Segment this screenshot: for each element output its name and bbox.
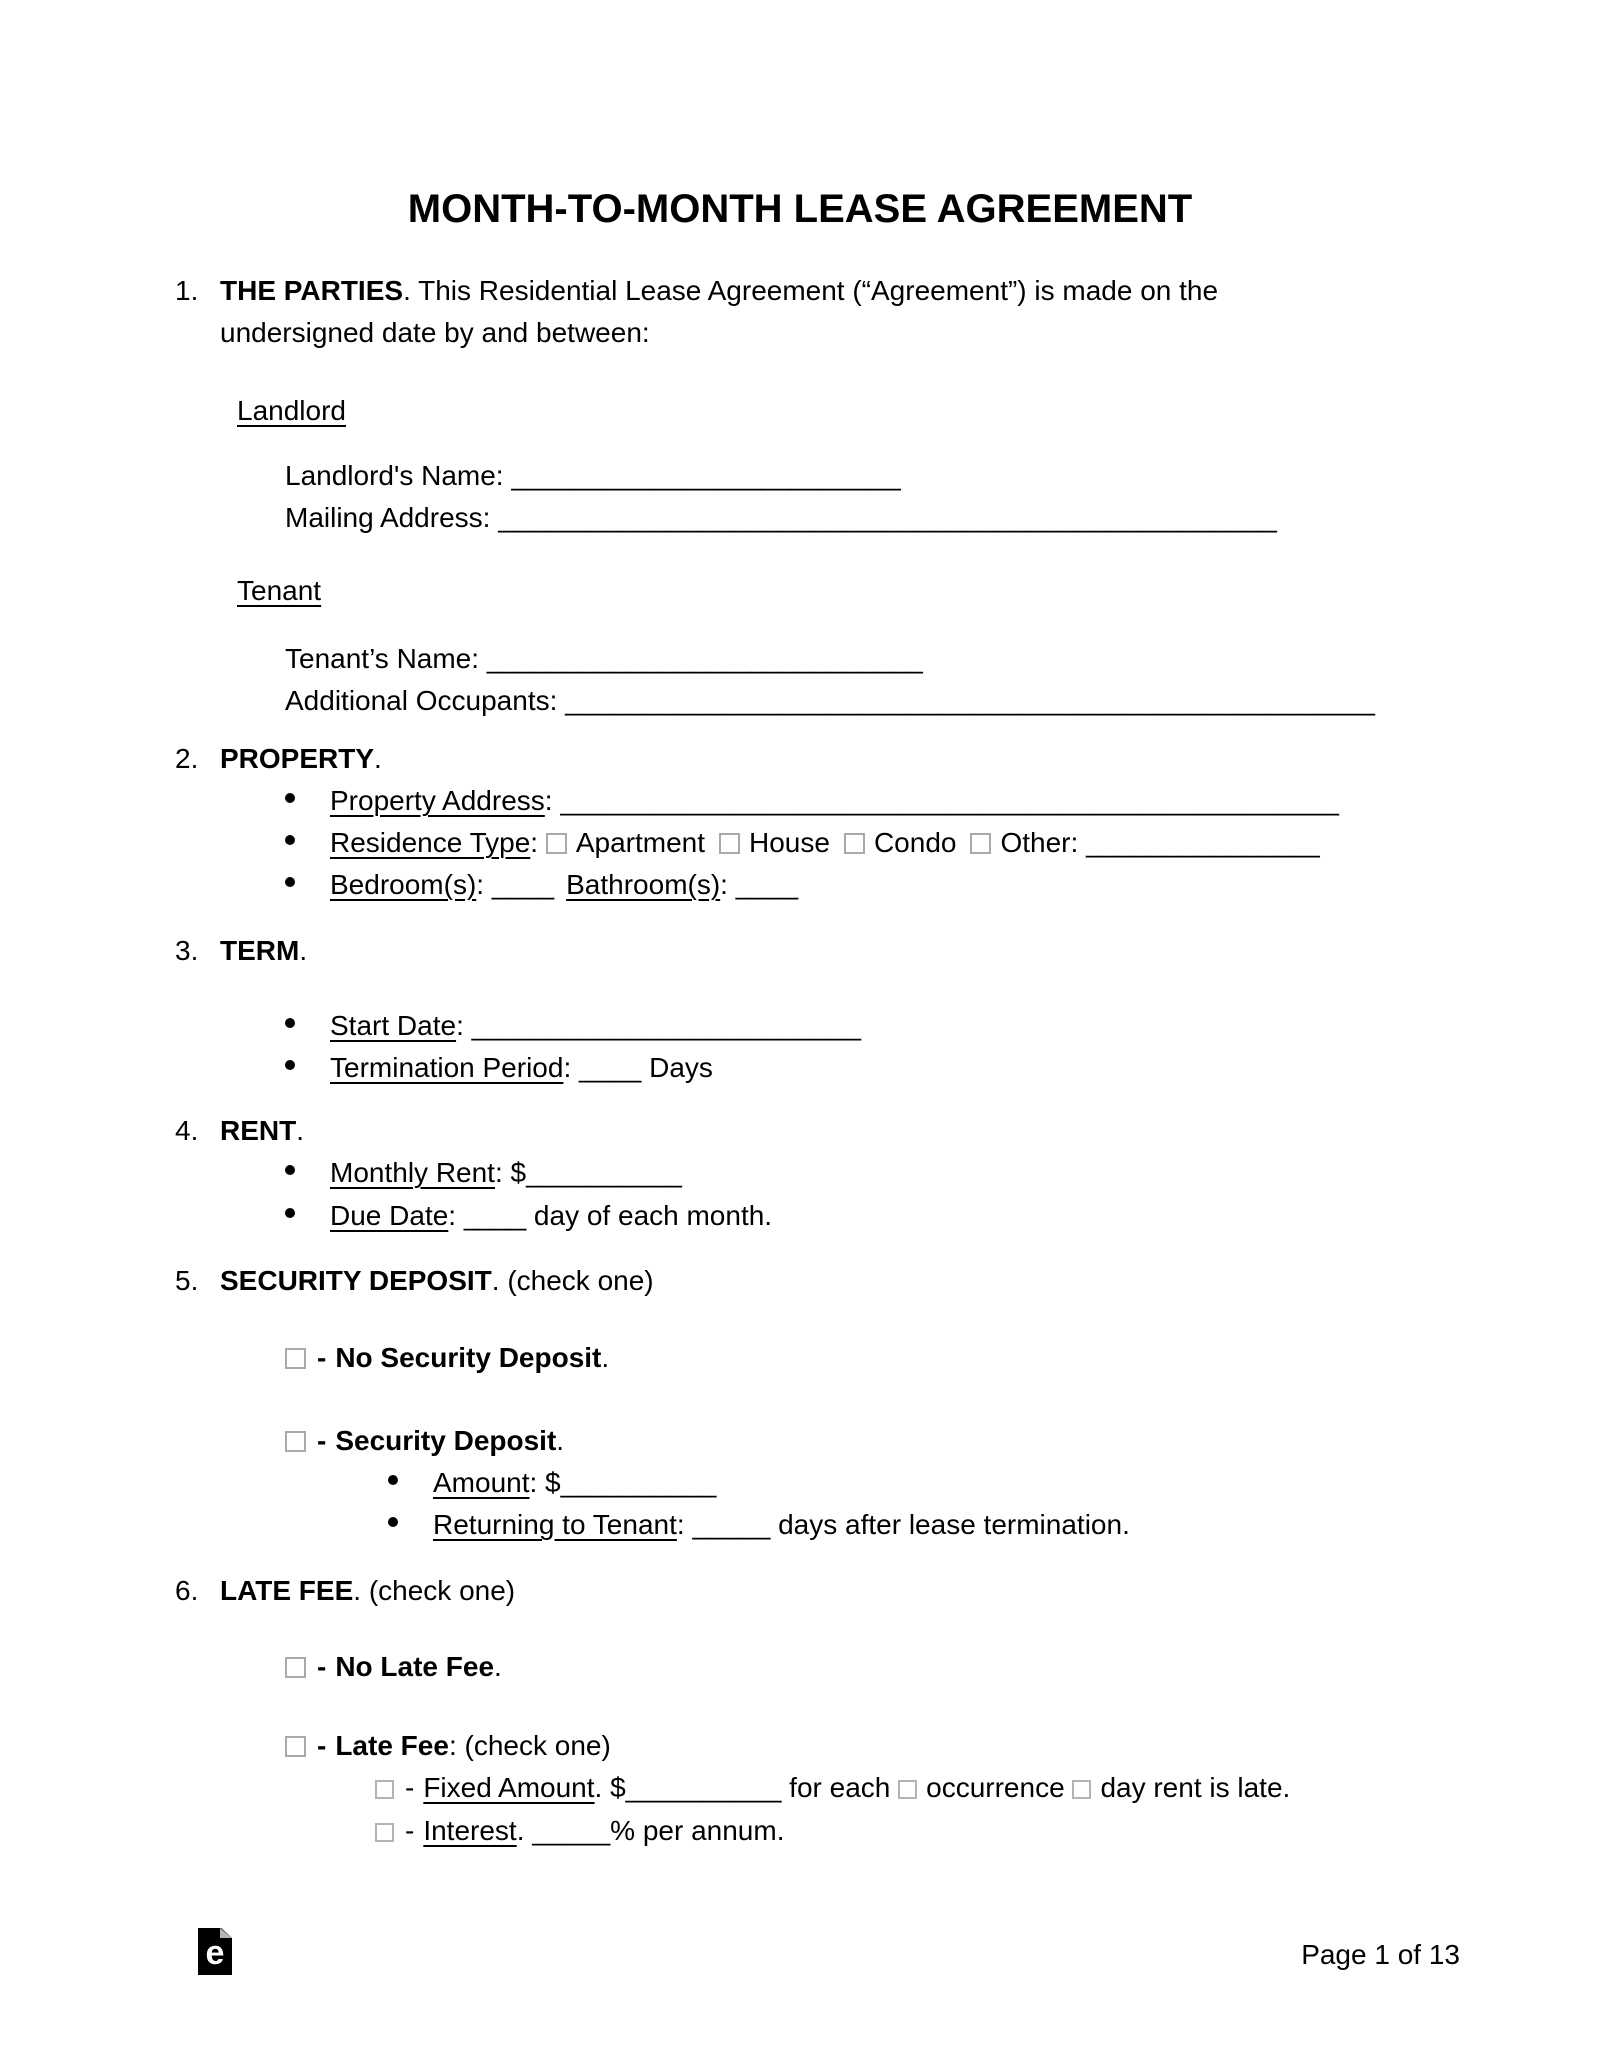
bullet-icon xyxy=(285,1165,295,1175)
bullet-icon xyxy=(285,1018,295,1028)
tenant-subheading xyxy=(237,574,321,607)
landlord-name-line xyxy=(285,459,901,492)
other-blank[interactable]: _______________ xyxy=(1086,827,1320,858)
termination-period-sep: : xyxy=(563,1052,580,1083)
dash: - xyxy=(405,1815,415,1846)
returning-to-tenant-label: Returning to Tenant xyxy=(433,1509,677,1540)
security-deposit-label: Security Deposit xyxy=(335,1425,557,1456)
bullet-col xyxy=(285,1199,330,1232)
fixed-amount-label: Fixed Amount xyxy=(423,1772,595,1803)
bullet-icon xyxy=(285,1060,295,1070)
tenant-name-blank[interactable]: ____________________________ xyxy=(486,643,923,674)
section-security-deposit-suffix: . (check one) xyxy=(491,1265,654,1296)
landlord-name-label: Landlord's Name: xyxy=(285,460,504,491)
late-fee-line xyxy=(285,1729,611,1762)
section-rent-suffix: . xyxy=(296,1115,305,1146)
monthly-rent-blank[interactable]: __________ xyxy=(526,1157,682,1188)
page-number: Page 1 of 13 xyxy=(1301,1939,1460,1970)
dash: - xyxy=(317,1651,327,1682)
no-security-deposit-line xyxy=(285,1341,609,1374)
section-term-heading xyxy=(175,934,307,967)
start-date-sep: : xyxy=(456,1010,472,1041)
additional-occupants-blank[interactable]: ____________________________________________________ xyxy=(565,685,1375,716)
no-security-deposit-label: No Security Deposit xyxy=(335,1342,602,1373)
section-property-heading xyxy=(175,742,382,775)
returning-to-tenant-blank[interactable]: _____ xyxy=(692,1509,771,1540)
section-parties-number: 1. xyxy=(175,275,199,306)
interest-label: Interest xyxy=(423,1815,517,1846)
bullet-col xyxy=(285,1156,330,1189)
section-rent-heading xyxy=(175,1114,304,1147)
fixed-amount-line xyxy=(375,1771,1290,1804)
dash: - xyxy=(317,1342,327,1373)
due-date-blank[interactable]: ____ xyxy=(463,1200,527,1231)
parties-intro-line2: undersigned date by and between: xyxy=(220,317,650,348)
termination-period-blank[interactable]: ____ xyxy=(579,1052,642,1083)
bullet-icon xyxy=(285,877,295,887)
interest-blank[interactable]: _____ xyxy=(532,1815,611,1846)
eforms-logo-letter: e xyxy=(205,1934,225,1972)
day-rent-late-label: day rent is late. xyxy=(1100,1772,1291,1803)
section-term-suffix: . xyxy=(299,935,308,966)
interest-suffix: % per annum. xyxy=(610,1815,785,1846)
checkbox-other[interactable] xyxy=(970,833,991,854)
bedroom-blank[interactable]: ____ xyxy=(491,869,555,900)
bedroom-bathroom-line xyxy=(285,868,798,901)
option-condo-label: Condo xyxy=(873,827,957,858)
bullet-icon xyxy=(285,835,295,845)
monthly-rent-label: Monthly Rent xyxy=(330,1157,495,1188)
deposit-amount-label: Amount xyxy=(433,1467,530,1498)
dash: - xyxy=(317,1425,327,1456)
late-fee-label: Late Fee xyxy=(335,1730,449,1761)
section-term-title: TERM xyxy=(220,935,300,966)
checkbox-no-security-deposit[interactable] xyxy=(285,1348,306,1369)
checkbox-occurrence[interactable] xyxy=(898,1780,917,1799)
no-late-fee-label: No Late Fee xyxy=(335,1651,495,1682)
bullet-icon xyxy=(285,793,295,803)
bedroom-label: Bedroom(s) xyxy=(330,869,477,900)
doc-title: MONTH-TO-MONTH LEASE AGREEMENT xyxy=(407,187,1193,231)
section-rent-number: 4. xyxy=(175,1115,199,1146)
bullet-col xyxy=(285,784,330,817)
section-late-fee-number: 6. xyxy=(175,1575,199,1606)
section-property-title: PROPERTY xyxy=(220,743,375,774)
option-other-label: Other: xyxy=(1000,827,1087,858)
additional-occupants-line xyxy=(285,684,1375,717)
deposit-amount-blank[interactable]: __________ xyxy=(560,1467,717,1498)
option-apartment-label: Apartment xyxy=(575,827,706,858)
section-late-fee-title: LATE FEE xyxy=(220,1575,354,1606)
property-address-blank[interactable]: __________________________________________________ xyxy=(560,785,1339,816)
mailing-address-line xyxy=(285,501,1277,534)
interest-sep: . xyxy=(516,1815,533,1846)
section-property-number: 2. xyxy=(175,743,199,774)
no-late-fee-line xyxy=(285,1650,502,1683)
dash: - xyxy=(405,1772,415,1803)
deposit-amount-sep: : $ xyxy=(529,1467,561,1498)
no-security-deposit-suffix: . xyxy=(601,1342,610,1373)
bathroom-blank[interactable]: ____ xyxy=(735,869,799,900)
due-date-line xyxy=(285,1199,772,1232)
section-parties-heading xyxy=(175,274,1218,307)
bathroom-label: Bathroom(s) xyxy=(566,869,721,900)
bullet-col xyxy=(388,1466,433,1499)
bullet-col xyxy=(285,1009,330,1042)
returning-to-tenant-sep: : xyxy=(676,1509,693,1540)
section-security-deposit-number: 5. xyxy=(175,1265,199,1296)
start-date-label: Start Date xyxy=(330,1010,457,1041)
no-late-fee-suffix: . xyxy=(494,1651,502,1682)
option-house-label: House xyxy=(749,827,830,858)
checkbox-apartment[interactable] xyxy=(546,833,567,854)
termination-period-line xyxy=(285,1051,713,1084)
mailing-address-blank[interactable]: __________________________________________________ xyxy=(498,502,1277,533)
bullet-col xyxy=(285,1051,330,1084)
interest-line xyxy=(375,1814,784,1847)
section-property-suffix: . xyxy=(374,743,382,774)
section-security-deposit-title: SECURITY DEPOSIT xyxy=(220,1265,492,1296)
section-parties-title: THE PARTIES xyxy=(220,275,404,306)
checkbox-house[interactable] xyxy=(719,833,740,854)
property-address-sep: : xyxy=(544,785,561,816)
due-date-suffix: day of each month. xyxy=(526,1200,773,1231)
section-security-deposit-heading xyxy=(175,1264,654,1297)
fixed-amount-blank[interactable]: __________ xyxy=(625,1772,782,1803)
mailing-address-label: Mailing Address: xyxy=(285,502,491,533)
bedroom-sep: : xyxy=(476,869,492,900)
tenant-subheading-label: Tenant xyxy=(237,575,322,606)
monthly-rent-line xyxy=(285,1156,682,1189)
late-fee-suffix: : (check one) xyxy=(448,1730,611,1761)
bullet-col xyxy=(285,826,330,859)
checkbox-interest[interactable] xyxy=(375,1823,394,1842)
returning-to-tenant-suffix: days after lease termination. xyxy=(770,1509,1130,1540)
due-date-sep: : xyxy=(448,1200,464,1231)
bullet-icon xyxy=(285,1208,295,1218)
eforms-logo xyxy=(198,1928,232,1975)
occurrence-label: occurrence xyxy=(926,1772,1073,1803)
property-address-label: Property Address xyxy=(330,785,545,816)
checkbox-day[interactable] xyxy=(1072,1780,1091,1799)
checkbox-security-deposit[interactable] xyxy=(285,1431,306,1452)
deposit-amount-line xyxy=(388,1466,716,1499)
bullet-col xyxy=(285,868,330,901)
due-date-label: Due Date xyxy=(330,1200,449,1231)
tenant-name-label: Tenant’s Name: xyxy=(285,643,480,674)
landlord-subheading-label: Landlord xyxy=(237,395,346,426)
termination-period-label: Termination Period xyxy=(330,1052,564,1083)
tenant-name-line xyxy=(285,642,923,675)
bullet-col xyxy=(388,1508,433,1541)
fixed-amount-mid: for each xyxy=(781,1772,899,1803)
additional-occupants-label: Additional Occupants: xyxy=(285,685,558,716)
start-date-blank[interactable]: _________________________ xyxy=(471,1010,861,1041)
section-rent-title: RENT xyxy=(220,1115,297,1146)
section-late-fee-suffix: . (check one) xyxy=(353,1575,516,1606)
property-address-line xyxy=(285,784,1339,817)
checkbox-condo[interactable] xyxy=(844,833,865,854)
residence-type-label: Residence Type xyxy=(330,827,531,858)
checkbox-no-late-fee[interactable] xyxy=(285,1657,306,1678)
residence-type-line xyxy=(285,826,1320,859)
returning-to-tenant-line xyxy=(388,1508,1130,1541)
section-late-fee-heading xyxy=(175,1574,515,1607)
bullet-icon xyxy=(388,1475,398,1485)
section-term-number: 3. xyxy=(175,935,199,966)
start-date-line xyxy=(285,1009,861,1042)
checkbox-late-fee[interactable] xyxy=(285,1736,306,1757)
landlord-name-blank[interactable]: _________________________ xyxy=(511,460,901,491)
bullet-icon xyxy=(388,1517,398,1527)
landlord-subheading xyxy=(237,394,346,427)
bathroom-sep: : xyxy=(720,869,736,900)
monthly-rent-sep: : $ xyxy=(494,1157,527,1188)
parties-intro-line1: . This Residential Lease Agreement (“Agreement”) is made on the xyxy=(403,275,1219,306)
security-deposit-line xyxy=(285,1424,564,1457)
checkbox-fixed-amount[interactable] xyxy=(375,1780,394,1799)
dash: - xyxy=(317,1730,327,1761)
fixed-amount-sep: . $ xyxy=(594,1772,626,1803)
residence-type-sep: : xyxy=(530,827,546,858)
security-deposit-suffix: . xyxy=(556,1425,565,1456)
termination-period-suffix: Days xyxy=(641,1052,713,1083)
